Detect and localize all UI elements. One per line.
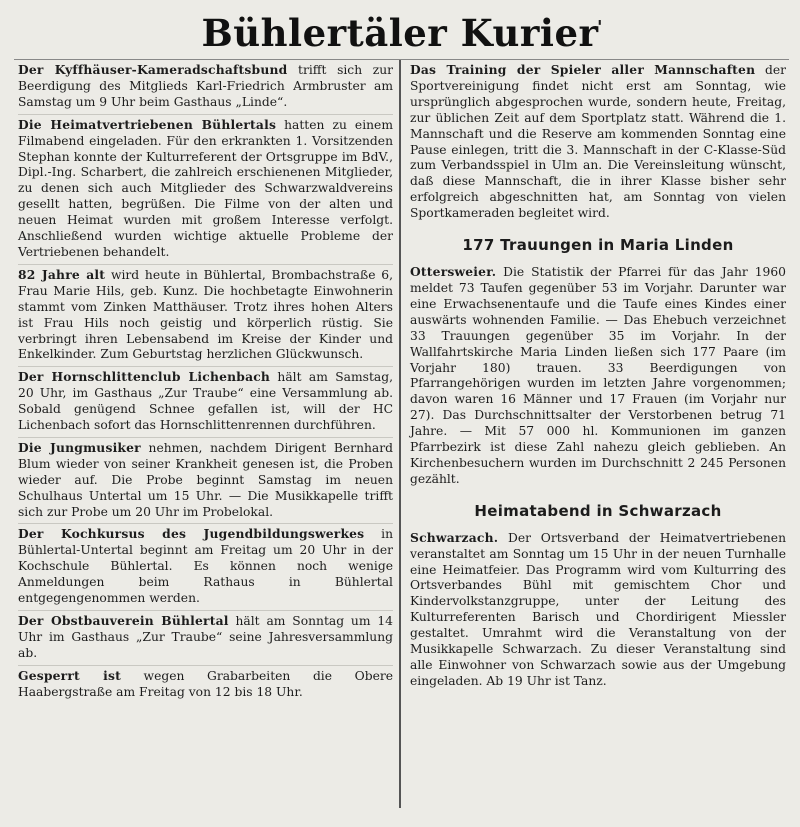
article-trauungen xyxy=(410,264,786,488)
article-heimatabend xyxy=(410,530,786,690)
item-lead: Das Training der Spieler aller Mannschaften xyxy=(410,62,756,77)
news-item-obstbauverein xyxy=(18,610,393,662)
item-text: nehmen, nachdem Dirigent Bernhard Blum wieder von seiner Krankheit genesen ist, die Proben wieder auf. Die Probe beginnt Samstag im neuen Schulhaus Untertal um 15 Uhr. — Die Musikkapelle trifft sich zur Probe um 20 Uhr im Probelokal. xyxy=(18,440,393,519)
item-lead: 82 Jahre alt xyxy=(18,266,106,282)
item-text: wird heute in Bühlertal, Brombachstraße 6, Frau Marie Hils, geb. Kunz. Die hochbetagte Einwohnerin stammt vom Zinken Matthäuser. Trotz ihres hohen Alters ist Frau Hils noch geistig und körperlich rüstig. Sie verbringt ihren Lebensabend im Kreise der Kinder und Enkelkinder. Zum Geburtstag herzlichen Glückwunsch. xyxy=(18,267,393,362)
item-text: hält am Samstag, 20 Uhr, im Gasthaus „Zur Traube“ eine Versammlung ab. Sobald genügend Schnee gefallen ist, will der HC Lichenbach sofort das Hornschlittenrennen durchführen. xyxy=(18,370,393,433)
item-text: der Sportvereinigung findet nicht erst am Sonntag, wie ursprünglich abgesprochen wurde, sondern heute, Freitag, zur üblichen Zeit auf dem Sportplatz statt. Während die 1. Mannschaft und die Reserve am kommenden Sonntag eine Pause einlegen, tritt die 3. Mannschaft in der C-Klasse-Süd zum Verbandsspiel in Ulm an. Die Vereinsleitung wünscht, daß diese Mannschaft, die in ihrer Klasse bisher sehr erfolgreich abgeschnitten hat, am Sonntag von vielen Sportkameraden begleitet wird. xyxy=(410,63,787,221)
item-lead: Der Hornschlittenclub Lichenbach xyxy=(18,369,271,385)
dateline: Ottersweier. xyxy=(410,264,497,280)
right-column xyxy=(410,62,786,690)
column-rule xyxy=(399,60,401,808)
news-item-heimatvertriebene xyxy=(18,114,393,261)
news-item-hornschlittenclub xyxy=(18,366,393,434)
item-text: hatten zu einem Filmabend eingeladen. Für den erkrankten 1. Vorsitzenden Stephan konnte der Kulturreferent der Ortsgruppe im BdV., Dipl.-Ing. Scharbert, die zahlreich erschienenen Mitglieder, zu denen sich auch Mitglieder des Schwarzwaldvereins gesellt hatten, begrüßen. Die Filme von der alten und neuen Heimat wurden mit großem Interesse verfolgt. Anschließend wurden wichtige aktuelle Probleme der Vertriebenen behandelt. xyxy=(18,117,393,259)
item-lead: Die Heimatvertriebenen Bühlertals xyxy=(18,116,277,132)
masthead: Bühlertäler Kurier xyxy=(201,11,599,55)
dateline: Schwarzach. xyxy=(410,529,499,545)
top-rule xyxy=(14,59,789,60)
headline-trauungen: 177 Trauungen in Maria Linden xyxy=(462,236,734,255)
news-item-gesperrt xyxy=(18,665,393,701)
item-lead: Gesperrt ist xyxy=(18,667,121,683)
item-text: trifft sich zur Beerdigung des Mitglieds Karl-Friedrich Armbruster am Samstag um 9 Uhr beim Gasthaus „Linde“. xyxy=(18,63,394,109)
item-lead: Der Kochkursus des Jugendbildungswerkes xyxy=(18,526,365,542)
left-column xyxy=(18,62,393,701)
masthead-mark: ' xyxy=(597,17,603,38)
item-text: hält am Sonntag um 14 Uhr im Gasthaus „Zur Traube“ seine Jahresversammlung ab. xyxy=(18,614,393,660)
news-item-jungmusiker xyxy=(18,437,393,521)
headline-heimatabend: Heimatabend in Schwarzach xyxy=(474,501,722,520)
article-text: Der Ortsverband der Heimatvertriebenen veranstaltet am Sonntag um 15 Uhr in der neuen Turnhalle eine Heimatfeier. Das Programm wird vom Kulturring des Ortsverbandes Bühl mit gemischtem Chor und Kindervolkstanzgruppe, unter der Leitung des Kulturreferenten Barisch und Chordirigent Miessler gestaltet. Umrahmt wird die Veranstaltung von der Musikkapelle Schwarzach. Zu dieser Veranstaltung sind alle Einwohner von Schwarzach sowie aus der Umgebung eingeladen. Ab 19 Uhr ist Tanz. xyxy=(410,530,786,688)
news-item-kochkursus xyxy=(18,523,393,607)
item-text: in Bühlertal-Untertal beginnt am Freitag um 20 Uhr in der Kochschule Bühlertal. Es können noch wenige Anmeldungen beim Rathaus in Bühlertal entgegengenommen werden. xyxy=(18,527,393,606)
article-text: Die Statistik der Pfarrei für das Jahr 1960 meldet 73 Taufen gegenüber 53 im Vorjahr. Darunter war eine Erwachsenentaufe und die Taufe eines Kindes einer auswärts wohnenden Familie. — Das Ehebuch verzeichnet 33 Trauungen gegenüber 35 im Vorjahr. In der Wallfahrtskirche Maria Linden ließen sich 177 Paare (im Vorjahr 180) trauen. 33 Beerdigungen von Pfarrangehörigen wurden im letzten Jahre vorgenommen; davon waren 16 Männer und 17 Frauen (im Vorjahr nur 27). Das Durchschnittsalter der Verstorbenen betrug 71 Jahre. — Mit 57 000 hl. Kommunionen im ganzen Pfarrbezirk ist diese Zahl nahezu gleich geblieben. An Kirchenbesuchern wurden im Durchschnitt 2 245 Personen gezählt. xyxy=(410,265,786,486)
item-lead: Der Obstbauverein Bühlertal xyxy=(18,613,229,628)
item-text: wegen Grabarbeiten die Obere Haabergstraße am Freitag von 12 bis 18 Uhr. xyxy=(18,668,393,699)
item-lead: Der Kyffhäuser-Kameradschaftsbund xyxy=(18,62,288,77)
news-item-birthday xyxy=(18,264,393,363)
item-lead: Die Jungmusiker xyxy=(18,439,141,455)
news-item-training xyxy=(410,62,786,222)
news-item-kyffhaeuser xyxy=(18,62,393,111)
